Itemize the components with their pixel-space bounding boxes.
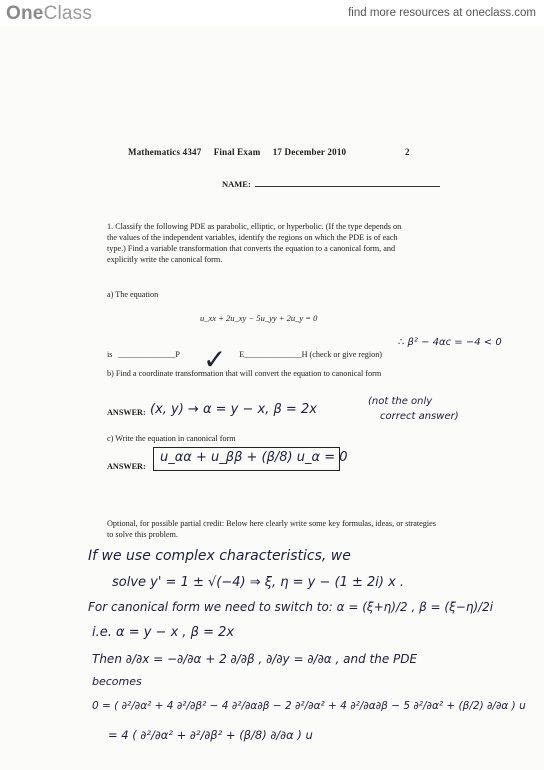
exam-date: 17 December 2010 (272, 147, 347, 157)
course-name: Mathematics 4347 (128, 147, 202, 157)
handwritten-note-2: correct answer) (380, 411, 459, 422)
option-parabolic: P (175, 350, 180, 359)
site-header (0, 0, 544, 27)
option-elliptic: E (239, 350, 245, 359)
work-line-2: solve y' = 1 ± √(−4) ⇒ ξ, η = y − (1 ± 2i) x . (112, 575, 405, 590)
optional-instructions: Optional, for possible partial credit: Below here clearly write some key formulas, ideas, or strategies to solve this problem. (107, 519, 436, 539)
name-blank-line (255, 186, 440, 187)
answer-b-label: ANSWER: (107, 408, 146, 417)
pde-equation: u_xx + 2u_xy − 5u_yy + 2u_y = 0 (200, 313, 318, 323)
work-line-1: If we use complex characteristics, we (88, 548, 351, 564)
classification-options: ______________P E______________H (check or give region) (118, 350, 383, 359)
checkmark-icon: ✓ (203, 343, 227, 376)
page-number: 2 (405, 147, 410, 157)
exam-title (128, 147, 346, 157)
work-line-6: becomes (92, 675, 142, 688)
problem-statement: 1. Classify the following PDE as parabolic, elliptic, or hyperbolic. (If the type depends on the values of the independent variables, identify the regions on which the PDE is of each type.) Find a variable transformation that converts the equation to a canonical form, and explicitly write the canonical form. (107, 222, 402, 264)
work-line-8: = 4 ( ∂²/∂α² + ∂²/∂β² + (β/8) ∂/∂α ) u (108, 728, 313, 742)
logo-class: Class (43, 3, 93, 24)
handwritten-answer-c: u_αα + u_ββ + (β/8) u_α = 0 (160, 450, 348, 465)
part-b-label: b) Find a coordinate transformation that will convert the equation to canonical form (107, 369, 382, 378)
logo-one: One (6, 3, 44, 24)
handwritten-answer-b: (x, y) → α = y − x, β = 2x (150, 402, 317, 417)
handwritten-discriminant: ∴ β² − 4αc = −4 < 0 (398, 337, 502, 348)
work-line-4: i.e. α = y − x , β = 2x (92, 625, 235, 640)
option-hyperbolic: H (check or give region) (301, 350, 383, 359)
work-line-3: For canonical form we need to switch to: α = (ξ+η)/2 , β = (ξ−η)/2i (88, 600, 494, 614)
part-c-label: c) Write the equation in canonical form (107, 434, 236, 443)
exam-name: Final Exam (213, 147, 261, 157)
name-label: NAME: (222, 179, 251, 189)
oneclass-logo[interactable] (6, 3, 92, 25)
is-label: is (107, 350, 113, 359)
handwritten-note-1: (not the only (368, 396, 433, 407)
work-line-7: 0 = ( ∂²/∂α² + 4 ∂²/∂β² − 4 ∂²/∂α∂β − 2 ∂²/∂α² + 4 ∂²/∂α∂β − 5 ∂²/∂α² + (β/2) ∂/∂α ) u (92, 700, 526, 712)
part-a-label: a) The equation (107, 290, 159, 299)
work-line-5: Then ∂/∂x = −∂/∂α + 2 ∂/∂β , ∂/∂y = ∂/∂α , and the PDE (92, 652, 418, 666)
answer-c-label: ANSWER: (107, 462, 146, 471)
find-more-resources-link[interactable]: find more resources at oneclass.com (348, 7, 536, 19)
